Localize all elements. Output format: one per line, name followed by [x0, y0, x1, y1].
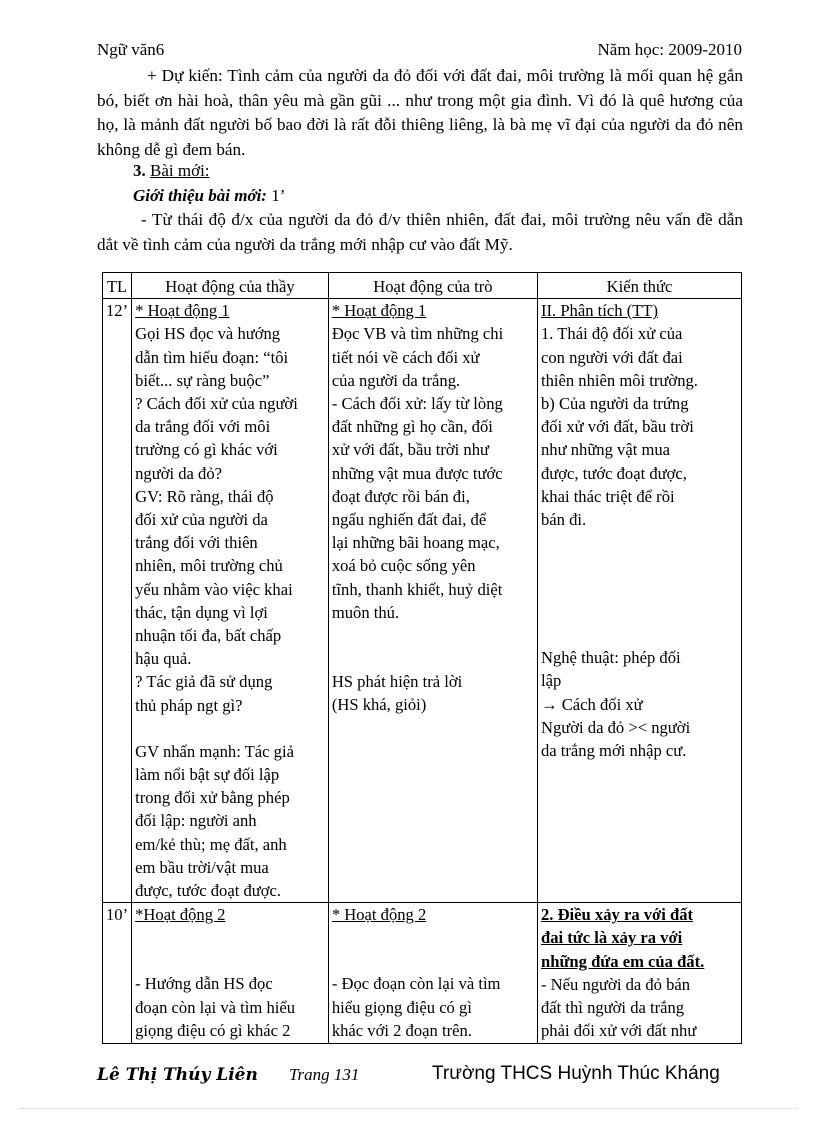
cell-line: GV nhấn mạnh: Tác giả [135, 741, 294, 761]
cell-line: da trắng mới nhập cư. [540, 741, 687, 761]
cell-line: muôn thú. [331, 602, 400, 622]
cell-line: xoá bỏ cuộc sống yên [331, 556, 476, 576]
cell-line: trong đối xử bằng phép [135, 788, 290, 808]
cell-line: - Hướng dẫn HS đọc [135, 974, 273, 994]
footer-school: Trường THCS Huỳnh Thúc Kháng [432, 1063, 720, 1084]
lesson-table [102, 272, 742, 1044]
row2-knowledge-cell [537, 903, 741, 1043]
cell-line: em bầu trời/vật mua [135, 857, 269, 877]
paragraph-intro-text: - Từ thái độ đ/x của người da đỏ đ/v thiên nhiên, đất đai, môi trường nêu vấn đề dẫn dắt về tình cảm của người da trắng mới nhập cư vào đất Mỹ. [97, 210, 743, 254]
row1-knowledge-cell [537, 299, 741, 903]
row1-student-title: * Hoạt động 1 [331, 301, 427, 321]
cell-line: hậu quả. [135, 649, 192, 669]
cell-line: xử với đất, bầu trời như [331, 440, 490, 460]
row2-knowledge-title-line: những đứa em của đất. [540, 951, 705, 971]
cell-line: khác với 2 đoạn trên. [331, 1020, 472, 1040]
cell-line: con người với đất đai [540, 347, 683, 367]
table-row [103, 299, 742, 903]
cell-line: thác, tận dụng vì lợi [135, 602, 268, 622]
header-school-year: Năm học: 2009-2010 [597, 40, 742, 59]
row1-teacher-title: * Hoạt động 1 [135, 301, 230, 321]
cell-line: - Cách đối xử: lấy từ lòng [331, 394, 503, 414]
section-number: 3. [133, 161, 146, 180]
cell-line: GV: Rõ ràng, thái độ [135, 486, 274, 506]
header-knowledge: Kiến thức [537, 273, 741, 299]
cell-line: đối xử với đất, bầu trời [540, 417, 694, 437]
cell-line: lại những bãi hoang mạc, [331, 533, 500, 553]
intro-label: Giới thiệu bài mới: [133, 186, 267, 205]
cell-line: b) Của người da trứng [540, 394, 689, 414]
cell-line: ? Tác giả đã sử dụng [135, 672, 273, 692]
cell-line: thủ pháp ngt gì? [135, 695, 243, 715]
cell-line: em/kẻ thù; mẹ đất, anh [135, 834, 287, 854]
cell-line: da trắng đối với môi [135, 417, 271, 437]
row2-knowledge-title-line: đai tức là xảy ra với [540, 928, 683, 948]
cell-line: tiết nói về cách đối xử [331, 347, 480, 367]
cell-spacer [135, 926, 325, 972]
header-subject: Ngữ văn6 [97, 40, 165, 59]
page-bottom-divider [20, 1108, 796, 1109]
cell-line: của người da trắng. [331, 370, 461, 390]
intro-time: 1’ [271, 186, 286, 205]
cell-line: Gọi HS đọc và hướng [135, 324, 281, 344]
section-title: Bài mới: [150, 161, 210, 180]
cell-spacer [541, 531, 738, 646]
cell-line: những vật mua được tước [331, 463, 503, 483]
paragraph-expected-answer-text: + Dự kiến: Tình cảm của người da đỏ đối với đất đai, môi trường là mối quan hệ gắn bó, biết ơn hài hoà, thân yêu mà gần gũi ... như trong một gia đình. Vì đó là quê hương của họ, là mảnh đất người bố bao đời là rất đỗi thiêng liêng, là bà mẹ vĩ đại của người da đỏ nên không dễ gì đem bán. [97, 66, 743, 159]
cell-line: trường có gì khác với [135, 440, 278, 460]
row1-teacher-cell [132, 299, 329, 903]
header-teacher: Hoạt động của thầy [132, 273, 329, 299]
table-header-row [103, 273, 742, 299]
cell-spacer [135, 717, 325, 740]
intro-line [133, 186, 285, 206]
cell-line: 1. Thái độ đối xử của [540, 324, 683, 344]
cell-line: bán đi. [540, 510, 587, 530]
cell-line: được, tước đoạt được, [540, 463, 687, 483]
cell-line: hiểu giọng điệu có gì [331, 997, 472, 1017]
cell-line: nhuận tối đa, bất chấp [135, 626, 282, 646]
cell-line: đoạt được rồi bán đi, [331, 486, 470, 506]
cell-line: nhiên, môi trường chủ [135, 556, 283, 576]
cell-line: thiên nhiên môi trường. [540, 370, 698, 390]
cell-line: biết... sự ràng buộc” [135, 370, 270, 390]
row1-time: 12’ [103, 299, 132, 903]
cell-line: - Đọc đoạn còn lại và tìm [331, 974, 501, 994]
cell-line: dẫn tìm hiểu đoạn: “tôi [135, 347, 289, 367]
cell-line: đất những gì họ cần, đối [331, 417, 493, 437]
cell-line: yếu nhằm vào việc khai [135, 579, 293, 599]
section-heading [133, 161, 210, 181]
cell-line: đất thì người da trắng [540, 998, 685, 1018]
row2-student-cell [328, 903, 537, 1043]
row2-teacher-cell [132, 903, 329, 1043]
row2-student-title: * Hoạt động 2 [331, 905, 427, 925]
cell-line: làm nổi bật sự đối lập [135, 765, 280, 785]
table-row [103, 903, 742, 1043]
cell-line: Nghệ thuật: phép đối [540, 648, 681, 668]
cell-line: giọng điệu có gì khác 2 [135, 1020, 291, 1040]
cell-line: Đọc VB và tìm những chi [331, 324, 504, 344]
cell-line: được, tước đoạt được. [135, 881, 282, 901]
cell-line: ngấu nghiến đất đai, để [331, 510, 487, 530]
cell-line: tĩnh, thanh khiết, huỷ diệt [331, 579, 503, 599]
cell-line: trắng đối với thiên [135, 533, 258, 553]
cell-line: - Nếu người da đỏ bán [540, 974, 691, 994]
cell-line: phải đối xử với đất như [540, 1021, 697, 1041]
cell-spacer [332, 624, 534, 670]
cell-line: đoạn còn lại và tìm hiểu [135, 997, 296, 1017]
header-tl: TL [103, 273, 132, 299]
cell-line: lập [540, 671, 562, 691]
cell-line: đối lập: người anh [135, 811, 257, 831]
cell-line: đối xử của người da [135, 510, 268, 530]
cell-line: như những vật mua [540, 440, 671, 460]
paragraph-intro [97, 208, 743, 257]
footer-page-number: Trang 131 [289, 1065, 360, 1084]
cell-line: Người da đỏ >< người [540, 717, 691, 737]
cell-line: khai thác triệt để rồi [540, 486, 675, 506]
row1-student-cell [328, 299, 537, 903]
row1-knowledge-title: II. Phân tích (TT) [540, 301, 659, 321]
row2-time: 10’ [103, 903, 132, 1043]
cell-line: (HS khá, giỏi) [331, 695, 427, 715]
cell-line: → Cách đối xử [540, 694, 643, 714]
cell-line: HS phát hiện trả lời [331, 672, 463, 692]
cell-spacer [332, 926, 534, 972]
row2-knowledge-title-line: 2. Điều xảy ra với đất [540, 905, 694, 925]
cell-line: người da đỏ? [135, 463, 223, 483]
paragraph-expected-answer [97, 64, 743, 162]
header-student: Hoạt động của trò [328, 273, 537, 299]
cell-line: ? Cách đối xử của người [135, 394, 298, 414]
row2-teacher-title: *Hoạt động 2 [135, 905, 226, 925]
footer-author: Lê Thị Thúy Liên [97, 1065, 258, 1085]
